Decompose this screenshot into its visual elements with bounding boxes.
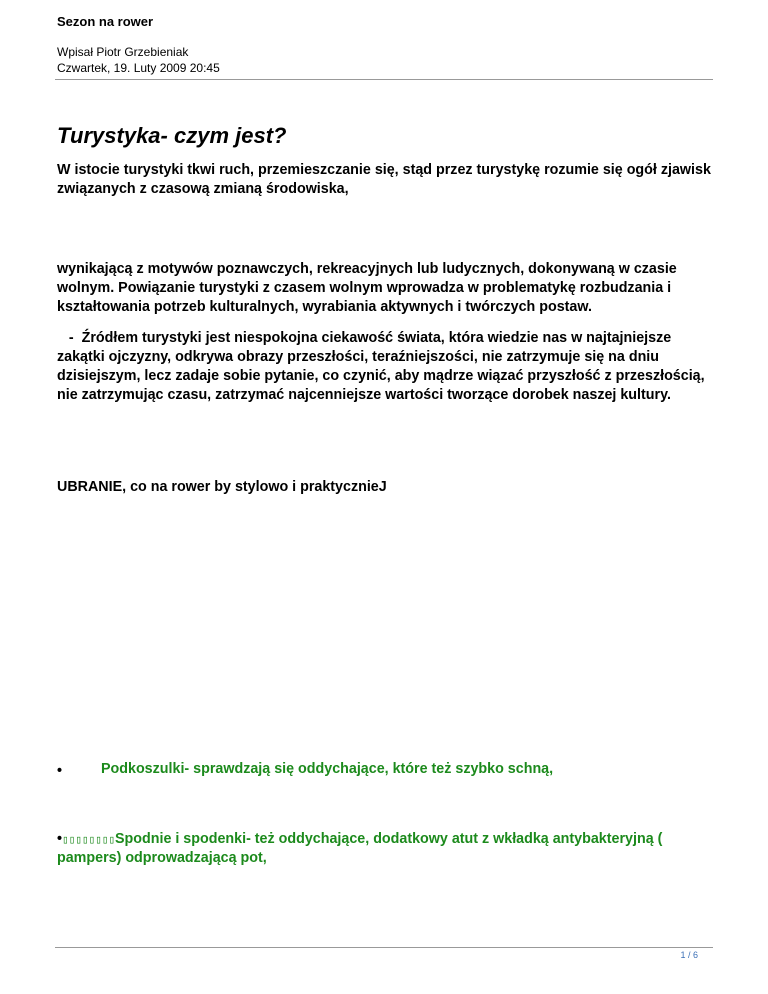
article-title: Turystyka- czym jest? xyxy=(57,123,287,148)
paragraph-1: W istocie turystyki tkwi ruch, przemieszczanie się, stąd przez turystykę rozumie się ogół zjawisk związanych z czasową zmianą środowiska, xyxy=(57,162,711,197)
document-header-title: Sezon na rower xyxy=(57,14,154,29)
header-divider xyxy=(55,79,713,80)
bullet-item-2-text: Spodnie i spodenki- też oddychające, dodatkowy atut z wkładką antybakteryjną ( pampers) odprowadzającą pot, xyxy=(57,831,663,866)
bullet-item-1-text: Podkoszulki- sprawdzają się oddychające, które też szybko schną, xyxy=(101,761,554,777)
page-number: 1 / 6 xyxy=(680,950,698,960)
author-line: Wpisał Piotr Grzebieniak xyxy=(57,45,189,59)
paragraph-3: - Źródłem turystyki jest niespokojna ciekawość świata, która wiedzie nas w najtajniejsze zakątki ojczyzny, odkrywa obrazy przeszłości, teraźniejszości, nie zatrzymuje się na dniu dzisiejszym, lecz zadaje sobie pytanie, co czynić, aby mądrze wiązać przyszłość z przeszłością, nie zatrzymując czasu, zatrzymać najcenniejsze wartości tworzące dorobek naszej kultury. xyxy=(57,330,709,403)
date-line: Czwartek, 19. Luty 2009 20:45 xyxy=(57,61,220,75)
footer-divider xyxy=(55,947,713,948)
bullet-marker: • xyxy=(57,763,63,779)
bullet-marker: • xyxy=(57,831,63,847)
missing-glyph-filler: ▯▯▯▯▯▯▯▯ xyxy=(62,833,115,846)
paragraph-2: wynikającą z motywów poznawczych, rekreacyjnych lub ludycznych, dokonywaną w czasie wolnym. Powiązanie turystyki z czasem wolnym wprowadza w problematykę rozbudzania i kształtowania potrzeb kulturalnych, wyrabiania aktywnych i twórczych postaw. xyxy=(57,261,677,315)
bullet-item-2 xyxy=(57,830,717,868)
paragraph-4: UBRANIE, co na rower by stylowo i praktycznieJ xyxy=(57,479,387,495)
